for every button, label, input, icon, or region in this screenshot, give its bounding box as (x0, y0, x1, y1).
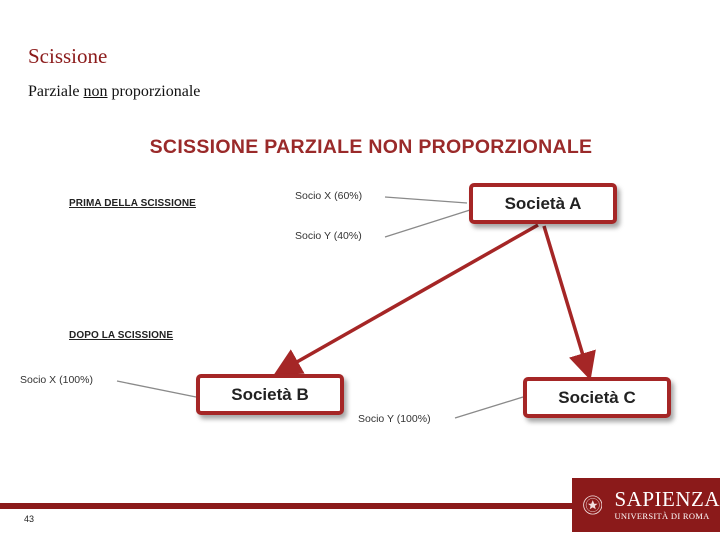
connector-y-after (455, 397, 523, 418)
before-split-label: PRIMA DELLA SCISSIONE (69, 198, 196, 209)
arrow-a-to-c (544, 226, 588, 372)
university-logo (572, 478, 720, 532)
slide-title: Scissione (28, 44, 108, 68)
diagram-title: SCISSIONE PARZIALE NON PROPORZIONALE (149, 136, 593, 158)
connector-x-before (385, 197, 467, 203)
holder-x-after: Socio X (100%) (20, 374, 93, 386)
holder-y-before: Socio Y (40%) (295, 230, 362, 242)
page-number: 43 (24, 514, 35, 524)
company-a-box: Società A (469, 183, 617, 224)
after-split-label: DOPO LA SCISSIONE (69, 330, 174, 341)
holder-x-before: Socio X (60%) (295, 190, 363, 202)
logo-name: SAPIENZA (614, 487, 720, 511)
subtitle-text-start: Parziale (28, 83, 84, 100)
connector-y-before (385, 210, 470, 237)
logo-subtitle: UNIVERSITÀ DI ROMA (614, 511, 710, 521)
company-b-box: Società B (196, 374, 344, 415)
arrow-a-to-b (281, 225, 538, 371)
holder-y-after: Socio Y (100%) (358, 413, 431, 425)
subtitle-underlined-word: non (83, 83, 108, 100)
connector-x-after (117, 381, 196, 397)
subtitle-text-end: proporzionale (107, 83, 201, 100)
company-c-box: Società C (523, 377, 671, 418)
seal-icon (583, 489, 602, 521)
